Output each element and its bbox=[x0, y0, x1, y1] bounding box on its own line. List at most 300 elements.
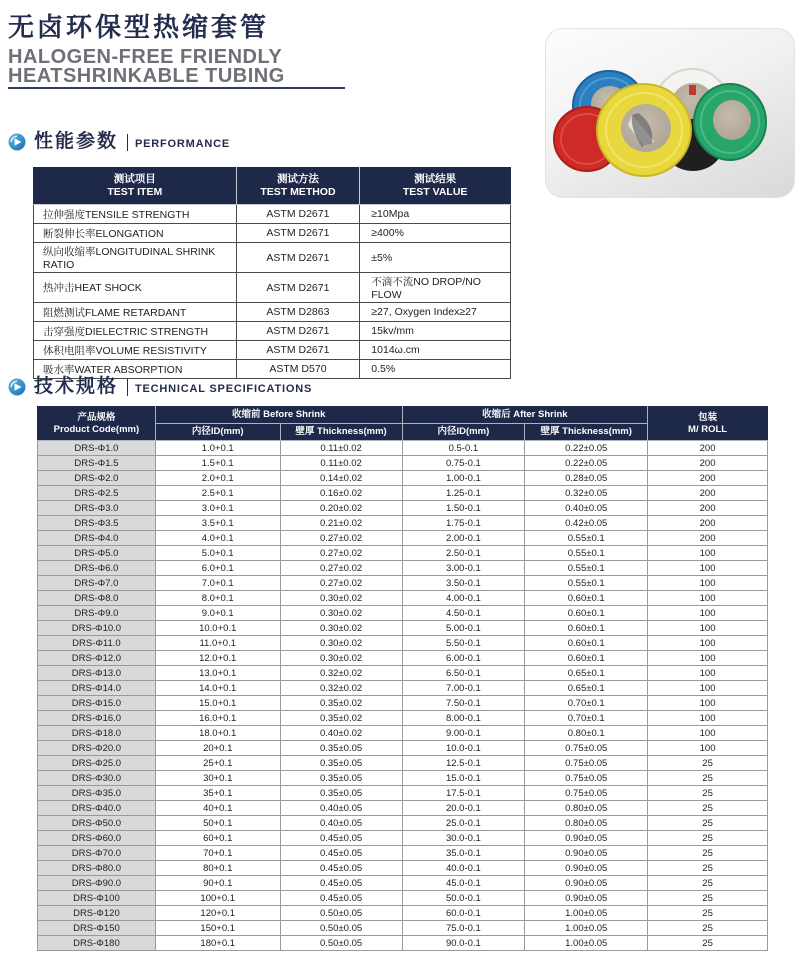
specification-row-cell: DRS-Φ70.0 bbox=[38, 846, 156, 861]
specification-row-cell: 200 bbox=[648, 456, 768, 471]
spec-col-product-code: 产品规格 Product Code(mm) bbox=[38, 407, 156, 441]
specification-row-cell: 8.00-0.1 bbox=[402, 711, 525, 726]
specification-row-cell: 100 bbox=[648, 741, 768, 756]
specification-row-cell: 5.00-0.1 bbox=[402, 621, 525, 636]
specification-row-cell: 0.90±0.05 bbox=[525, 846, 648, 861]
performance-row-cell: ASTM D570 bbox=[236, 360, 360, 379]
specification-row-cell: 0.90±0.05 bbox=[525, 891, 648, 906]
specification-row-cell: 0.55±0.1 bbox=[525, 531, 648, 546]
specification-row bbox=[38, 441, 768, 456]
specification-row-cell: 180+0.1 bbox=[155, 936, 280, 951]
specification-row-cell: 0.5-0.1 bbox=[402, 441, 525, 456]
specification-row-cell: 100 bbox=[648, 666, 768, 681]
specification-row-cell: 200 bbox=[648, 501, 768, 516]
circle-arrow-right-icon bbox=[8, 133, 26, 151]
specification-row-cell: 0.90±0.05 bbox=[525, 861, 648, 876]
specification-row-cell: 1.00-0.1 bbox=[402, 471, 525, 486]
roll-yellow bbox=[597, 84, 691, 176]
specification-row-cell: 4.0+0.1 bbox=[155, 531, 280, 546]
specification-row-cell: 0.40±0.02 bbox=[280, 726, 402, 741]
performance-row-cell: ASTM D2671 bbox=[236, 322, 360, 341]
specification-row-cell: 30+0.1 bbox=[155, 771, 280, 786]
specification-row-cell: 3.50-0.1 bbox=[402, 576, 525, 591]
specification-row-cell: 17.5-0.1 bbox=[402, 786, 525, 801]
spec-col-package: 包装 M/ ROLL bbox=[648, 407, 768, 441]
specification-row-cell: 0.55±0.1 bbox=[525, 561, 648, 576]
performance-row bbox=[34, 341, 511, 360]
performance-row-cell: 拉伸强度TENSILE STRENGTH bbox=[34, 205, 237, 224]
specification-row-cell: 30.0-0.1 bbox=[402, 831, 525, 846]
specification-row bbox=[38, 891, 768, 906]
specification-row-cell: 100 bbox=[648, 561, 768, 576]
specification-row bbox=[38, 651, 768, 666]
specification-row bbox=[38, 621, 768, 636]
performance-row bbox=[34, 243, 511, 273]
specifications-table-header bbox=[38, 407, 768, 441]
specification-row-cell: 90.0-0.1 bbox=[402, 936, 525, 951]
performance-row-cell: ±5% bbox=[360, 243, 511, 273]
performance-table-header bbox=[34, 168, 511, 205]
performance-row-cell: ≥27, Oxygen Index≥27 bbox=[360, 303, 511, 322]
specification-row-cell: 0.28±0.05 bbox=[525, 471, 648, 486]
specification-row-cell: 0.16±0.02 bbox=[280, 486, 402, 501]
specification-row-cell: DRS-Φ150 bbox=[38, 921, 156, 936]
specification-row-cell: 45.0-0.1 bbox=[402, 876, 525, 891]
performance-row-cell: 不滴不流NO DROP/NO FLOW bbox=[360, 273, 511, 303]
specification-row bbox=[38, 711, 768, 726]
specification-row-cell: 11.0+0.1 bbox=[155, 636, 280, 651]
specification-row-cell: 35.0-0.1 bbox=[402, 846, 525, 861]
specification-row bbox=[38, 936, 768, 951]
specification-row-cell: 25 bbox=[648, 786, 768, 801]
specification-row-cell: 100 bbox=[648, 651, 768, 666]
specifications-table-body bbox=[38, 441, 768, 951]
heading-separator bbox=[127, 379, 128, 396]
specification-row-cell: 4.50-0.1 bbox=[402, 606, 525, 621]
specification-row-cell: 1.5+0.1 bbox=[155, 456, 280, 471]
specification-row-cell: 0.75±0.05 bbox=[525, 741, 648, 756]
specification-row-cell: 12.5-0.1 bbox=[402, 756, 525, 771]
specification-row-cell: 0.22±0.05 bbox=[525, 456, 648, 471]
specification-row-cell: 0.35±0.05 bbox=[280, 756, 402, 771]
specification-row-cell: 20.0-0.1 bbox=[402, 801, 525, 816]
specification-row-cell: 100 bbox=[648, 576, 768, 591]
page-title: 无卤环保型热缩套管 bbox=[8, 12, 270, 42]
performance-row bbox=[34, 322, 511, 341]
performance-row-cell: ASTM D2863 bbox=[236, 303, 360, 322]
performance-row bbox=[34, 205, 511, 224]
specification-row-cell: 0.35±0.02 bbox=[280, 696, 402, 711]
performance-row-cell: 热冲击HEAT SHOCK bbox=[34, 273, 237, 303]
specification-row-cell: 0.60±0.1 bbox=[525, 651, 648, 666]
performance-row-cell: 击穿强度DIELECTRIC STRENGTH bbox=[34, 322, 237, 341]
specification-row-cell: 3.0+0.1 bbox=[155, 501, 280, 516]
perf-col-test-value: 测试结果 TEST VALUE bbox=[360, 168, 511, 205]
specification-row bbox=[38, 681, 768, 696]
specification-row-cell: 200 bbox=[648, 441, 768, 456]
page-subtitle bbox=[8, 48, 538, 86]
perf-col-test-item: 测试项目 TEST ITEM bbox=[34, 168, 237, 205]
subtitle-line-1: HALOGEN-FREE FRIENDLY bbox=[8, 46, 283, 68]
specification-row-cell: 6.50-0.1 bbox=[402, 666, 525, 681]
specification-row-cell: 25 bbox=[648, 816, 768, 831]
specification-row-cell: 25+0.1 bbox=[155, 756, 280, 771]
specification-row-cell: 15.0+0.1 bbox=[155, 696, 280, 711]
specification-row bbox=[38, 531, 768, 546]
specification-row-cell: 0.21±0.02 bbox=[280, 516, 402, 531]
specification-row-cell: 100 bbox=[648, 606, 768, 621]
specification-row-cell: 25 bbox=[648, 846, 768, 861]
specification-row-cell: 100 bbox=[648, 696, 768, 711]
specification-row-cell: 0.32±0.05 bbox=[525, 486, 648, 501]
specification-row-cell: 0.40±0.05 bbox=[280, 801, 402, 816]
specification-row-cell: 0.50±0.05 bbox=[280, 906, 402, 921]
performance-row-cell: 断裂伸长率ELONGATION bbox=[34, 224, 237, 243]
specification-row-cell: DRS-Φ50.0 bbox=[38, 816, 156, 831]
specification-row-cell: 40.0-0.1 bbox=[402, 861, 525, 876]
specification-row-cell: 0.80±0.1 bbox=[525, 726, 648, 741]
specification-row bbox=[38, 561, 768, 576]
specification-row-cell: 0.30±0.02 bbox=[280, 591, 402, 606]
specification-row-cell: 75.0-0.1 bbox=[402, 921, 525, 936]
performance-row bbox=[34, 303, 511, 322]
specification-row-cell: 0.45±0.05 bbox=[280, 831, 402, 846]
specification-row-cell: 0.20±0.02 bbox=[280, 501, 402, 516]
specification-row-cell: DRS-Φ5.0 bbox=[38, 546, 156, 561]
page-header bbox=[8, 12, 538, 86]
specification-row-cell: DRS-Φ6.0 bbox=[38, 561, 156, 576]
specification-row bbox=[38, 741, 768, 756]
specifications-heading-en: TECHNICAL SPECIFICATIONS bbox=[135, 383, 313, 395]
specification-row-cell: 0.32±0.02 bbox=[280, 666, 402, 681]
specification-row-cell: 100 bbox=[648, 546, 768, 561]
specification-row-cell: 2.00-0.1 bbox=[402, 531, 525, 546]
circle-arrow-right-icon bbox=[8, 378, 26, 396]
specification-row bbox=[38, 456, 768, 471]
specification-row-cell: DRS-Φ13.0 bbox=[38, 666, 156, 681]
specification-row-cell: 25 bbox=[648, 801, 768, 816]
specification-row-cell: 5.0+0.1 bbox=[155, 546, 280, 561]
specification-row-cell: 0.32±0.02 bbox=[280, 681, 402, 696]
specification-row-cell: 25 bbox=[648, 831, 768, 846]
specification-row-cell: 0.80±0.05 bbox=[525, 816, 648, 831]
specification-row-cell: 0.27±0.02 bbox=[280, 546, 402, 561]
specification-row-cell: 6.00-0.1 bbox=[402, 651, 525, 666]
specification-row-cell: DRS-Φ2.5 bbox=[38, 486, 156, 501]
specification-row-cell: 70+0.1 bbox=[155, 846, 280, 861]
specifications-section-heading bbox=[8, 377, 312, 397]
specification-row-cell: 0.50±0.05 bbox=[280, 921, 402, 936]
performance-table bbox=[33, 167, 511, 379]
specification-row-cell: 0.27±0.02 bbox=[280, 531, 402, 546]
specification-row-cell: 200 bbox=[648, 486, 768, 501]
specification-row-cell: 1.00±0.05 bbox=[525, 921, 648, 936]
specification-row-cell: 10.0-0.1 bbox=[402, 741, 525, 756]
product-photo bbox=[545, 28, 795, 198]
specification-row-cell: 0.75±0.05 bbox=[525, 756, 648, 771]
specification-row-cell: 25 bbox=[648, 936, 768, 951]
spec-group-after-shrink: 收缩后 After Shrink bbox=[402, 407, 648, 424]
specification-row-cell: 25 bbox=[648, 921, 768, 936]
specification-row-cell: DRS-Φ1.0 bbox=[38, 441, 156, 456]
specification-row-cell: 25 bbox=[648, 771, 768, 786]
specification-row-cell: 15.0-0.1 bbox=[402, 771, 525, 786]
specification-row-cell: 1.50-0.1 bbox=[402, 501, 525, 516]
performance-table-body bbox=[34, 205, 511, 379]
spec-group-before-shrink: 收缩前 Before Shrink bbox=[155, 407, 402, 424]
specification-row-cell: 0.30±0.02 bbox=[280, 636, 402, 651]
specification-row-cell: 0.35±0.02 bbox=[280, 711, 402, 726]
specification-row-cell: 0.50±0.05 bbox=[280, 936, 402, 951]
specification-row-cell: 3.00-0.1 bbox=[402, 561, 525, 576]
specification-row bbox=[38, 696, 768, 711]
specification-row-cell: 25 bbox=[648, 891, 768, 906]
subtitle-line-2: HEATSHRINKABLE TUBING bbox=[8, 65, 285, 87]
specification-row-cell: 0.35±0.05 bbox=[280, 771, 402, 786]
specification-row bbox=[38, 801, 768, 816]
specification-row-cell: 100+0.1 bbox=[155, 891, 280, 906]
specification-row-cell: 0.11±0.02 bbox=[280, 441, 402, 456]
specification-row bbox=[38, 906, 768, 921]
performance-row-cell: 纵向收缩率LONGITUDINAL SHRINK RATIO bbox=[34, 243, 237, 273]
specification-row-cell: DRS-Φ3.5 bbox=[38, 516, 156, 531]
specification-row-cell: 25 bbox=[648, 876, 768, 891]
specification-row-cell: 200 bbox=[648, 531, 768, 546]
specification-row-cell: 13.0+0.1 bbox=[155, 666, 280, 681]
specification-row-cell: 2.5+0.1 bbox=[155, 486, 280, 501]
tubing-rolls-image bbox=[546, 29, 795, 198]
specification-row-cell: 0.35±0.05 bbox=[280, 786, 402, 801]
specification-row-cell: 60.0-0.1 bbox=[402, 906, 525, 921]
specification-row-cell: DRS-Φ10.0 bbox=[38, 621, 156, 636]
specification-row-cell: 0.60±0.1 bbox=[525, 606, 648, 621]
spec-col-after-thickness: 壁厚 Thickness(mm) bbox=[525, 424, 648, 441]
specification-row-cell: 2.0+0.1 bbox=[155, 471, 280, 486]
specification-row-cell: DRS-Φ15.0 bbox=[38, 696, 156, 711]
performance-heading-en: PERFORMANCE bbox=[135, 138, 230, 150]
title-divider bbox=[8, 87, 345, 89]
specification-row-cell: 18.0+0.1 bbox=[155, 726, 280, 741]
specification-row bbox=[38, 756, 768, 771]
specification-row-cell: 0.80±0.05 bbox=[525, 801, 648, 816]
spec-col-before-id: 内径ID(mm) bbox=[155, 424, 280, 441]
specification-row-cell: DRS-Φ11.0 bbox=[38, 636, 156, 651]
specification-row-cell: 0.75±0.05 bbox=[525, 786, 648, 801]
specification-row-cell: 0.42±0.05 bbox=[525, 516, 648, 531]
specification-row-cell: 90+0.1 bbox=[155, 876, 280, 891]
specification-row bbox=[38, 576, 768, 591]
specification-row bbox=[38, 921, 768, 936]
specification-row-cell: 8.0+0.1 bbox=[155, 591, 280, 606]
specification-row-cell: DRS-Φ18.0 bbox=[38, 726, 156, 741]
specification-row-cell: DRS-Φ40.0 bbox=[38, 801, 156, 816]
specification-row-cell: 0.70±0.1 bbox=[525, 696, 648, 711]
specification-row-cell: 5.50-0.1 bbox=[402, 636, 525, 651]
specification-row-cell: 0.40±0.05 bbox=[525, 501, 648, 516]
specification-row-cell: 0.65±0.1 bbox=[525, 666, 648, 681]
specification-row-cell: 0.75-0.1 bbox=[402, 456, 525, 471]
specification-row-cell: 0.90±0.05 bbox=[525, 876, 648, 891]
specification-row-cell: 20+0.1 bbox=[155, 741, 280, 756]
specification-row bbox=[38, 501, 768, 516]
specification-row-cell: DRS-Φ60.0 bbox=[38, 831, 156, 846]
specification-row-cell: DRS-Φ90.0 bbox=[38, 876, 156, 891]
spec-col-before-thickness: 壁厚 Thickness(mm) bbox=[280, 424, 402, 441]
specification-row-cell: 50.0-0.1 bbox=[402, 891, 525, 906]
perf-col-test-method: 测试方法 TEST METHOD bbox=[236, 168, 360, 205]
specification-row-cell: DRS-Φ7.0 bbox=[38, 576, 156, 591]
specification-row-cell: 1.00±0.05 bbox=[525, 906, 648, 921]
specification-row-cell: 0.45±0.05 bbox=[280, 891, 402, 906]
specification-row-cell: 0.55±0.1 bbox=[525, 576, 648, 591]
specification-row-cell: 0.40±0.05 bbox=[280, 816, 402, 831]
specification-row-cell: 200 bbox=[648, 516, 768, 531]
specification-row-cell: 0.11±0.02 bbox=[280, 456, 402, 471]
specification-row-cell: 3.5+0.1 bbox=[155, 516, 280, 531]
specification-row-cell: 25.0-0.1 bbox=[402, 816, 525, 831]
specification-row-cell: 25 bbox=[648, 756, 768, 771]
performance-row-cell: ≥400% bbox=[360, 224, 511, 243]
specification-row-cell: 35+0.1 bbox=[155, 786, 280, 801]
specification-row-cell: 7.00-0.1 bbox=[402, 681, 525, 696]
specification-row-cell: 0.30±0.02 bbox=[280, 651, 402, 666]
specification-row-cell: DRS-Φ180 bbox=[38, 936, 156, 951]
performance-row-cell: 15kv/mm bbox=[360, 322, 511, 341]
performance-row-cell: ASTM D2671 bbox=[236, 273, 360, 303]
specification-row-cell: 0.27±0.02 bbox=[280, 561, 402, 576]
specification-row-cell: 25 bbox=[648, 906, 768, 921]
performance-row-cell: 0.5% bbox=[360, 360, 511, 379]
performance-row-cell: ASTM D2671 bbox=[236, 205, 360, 224]
specification-row-cell: 0.45±0.05 bbox=[280, 876, 402, 891]
specification-row-cell: DRS-Φ120 bbox=[38, 906, 156, 921]
specification-row-cell: 6.0+0.1 bbox=[155, 561, 280, 576]
specification-row-cell: DRS-Φ80.0 bbox=[38, 861, 156, 876]
specification-row-cell: 0.30±0.02 bbox=[280, 621, 402, 636]
specification-row bbox=[38, 831, 768, 846]
specification-row-cell: 2.50-0.1 bbox=[402, 546, 525, 561]
specification-row-cell: 0.30±0.02 bbox=[280, 606, 402, 621]
specification-row-cell: 100 bbox=[648, 636, 768, 651]
specification-row-cell: DRS-Φ14.0 bbox=[38, 681, 156, 696]
specifications-heading-cn: 技术规格 bbox=[34, 376, 119, 397]
specification-row-cell: DRS-Φ3.0 bbox=[38, 501, 156, 516]
specification-row-cell: 9.00-0.1 bbox=[402, 726, 525, 741]
specification-row-cell: 150+0.1 bbox=[155, 921, 280, 936]
specification-row bbox=[38, 846, 768, 861]
specification-row-cell: 0.22±0.05 bbox=[525, 441, 648, 456]
specification-row-cell: DRS-Φ4.0 bbox=[38, 531, 156, 546]
specification-row-cell: 0.60±0.1 bbox=[525, 621, 648, 636]
specification-row bbox=[38, 786, 768, 801]
performance-row bbox=[34, 273, 511, 303]
specification-row bbox=[38, 666, 768, 681]
specification-row-cell: 25 bbox=[648, 861, 768, 876]
specification-row bbox=[38, 516, 768, 531]
specification-row-cell: DRS-Φ35.0 bbox=[38, 786, 156, 801]
specification-row-cell: 120+0.1 bbox=[155, 906, 280, 921]
specification-row-cell: 10.0+0.1 bbox=[155, 621, 280, 636]
specification-row-cell: DRS-Φ25.0 bbox=[38, 756, 156, 771]
specification-row-cell: 0.90±0.05 bbox=[525, 831, 648, 846]
specification-row-cell: 1.00±0.05 bbox=[525, 936, 648, 951]
specification-row-cell: DRS-Φ8.0 bbox=[38, 591, 156, 606]
specification-row-cell: 0.60±0.1 bbox=[525, 636, 648, 651]
specification-row-cell: DRS-Φ20.0 bbox=[38, 741, 156, 756]
specification-row-cell: 100 bbox=[648, 621, 768, 636]
performance-row-cell: ≥10Mpa bbox=[360, 205, 511, 224]
specification-row-cell: 0.45±0.05 bbox=[280, 861, 402, 876]
specification-row bbox=[38, 876, 768, 891]
performance-row bbox=[34, 224, 511, 243]
specification-row-cell: 40+0.1 bbox=[155, 801, 280, 816]
specification-row bbox=[38, 606, 768, 621]
specification-row-cell: 0.55±0.1 bbox=[525, 546, 648, 561]
specification-row-cell: DRS-Φ12.0 bbox=[38, 651, 156, 666]
specification-row-cell: 7.50-0.1 bbox=[402, 696, 525, 711]
performance-section-heading bbox=[8, 132, 230, 152]
specification-row-cell: 0.27±0.02 bbox=[280, 576, 402, 591]
specification-row-cell: 7.0+0.1 bbox=[155, 576, 280, 591]
specification-row-cell: 0.60±0.1 bbox=[525, 591, 648, 606]
specification-row bbox=[38, 771, 768, 786]
specification-row-cell: 50+0.1 bbox=[155, 816, 280, 831]
specification-row-cell: 0.45±0.05 bbox=[280, 846, 402, 861]
specification-row bbox=[38, 816, 768, 831]
performance-row-cell: 体积电阻率VOLUME RESISTIVITY bbox=[34, 341, 237, 360]
performance-row-cell: ASTM D2671 bbox=[236, 224, 360, 243]
specification-row-cell: 16.0+0.1 bbox=[155, 711, 280, 726]
performance-heading-cn: 性能参数 bbox=[34, 131, 119, 152]
specification-row-cell: 1.0+0.1 bbox=[155, 441, 280, 456]
specification-row-cell: 0.65±0.1 bbox=[525, 681, 648, 696]
specification-row-cell: 100 bbox=[648, 711, 768, 726]
specification-row-cell: 1.25-0.1 bbox=[402, 486, 525, 501]
specification-row-cell: 9.0+0.1 bbox=[155, 606, 280, 621]
specification-row-cell: DRS-Φ9.0 bbox=[38, 606, 156, 621]
specification-row bbox=[38, 471, 768, 486]
specification-row-cell: 60+0.1 bbox=[155, 831, 280, 846]
specification-row-cell: DRS-Φ30.0 bbox=[38, 771, 156, 786]
performance-row-cell: ASTM D2671 bbox=[236, 243, 360, 273]
specification-row bbox=[38, 636, 768, 651]
specification-row-cell: 0.35±0.05 bbox=[280, 741, 402, 756]
heading-separator bbox=[127, 134, 128, 151]
specification-row-cell: 4.00-0.1 bbox=[402, 591, 525, 606]
specification-row-cell: 80+0.1 bbox=[155, 861, 280, 876]
specification-row-cell: DRS-Φ100 bbox=[38, 891, 156, 906]
specifications-table bbox=[37, 406, 768, 951]
specification-row-cell: DRS-Φ2.0 bbox=[38, 471, 156, 486]
specification-row-cell: 0.75±0.05 bbox=[525, 771, 648, 786]
specification-row bbox=[38, 591, 768, 606]
spec-col-after-id: 内径ID(mm) bbox=[402, 424, 525, 441]
roll-green bbox=[694, 84, 766, 160]
performance-row-cell: 1014ω.cm bbox=[360, 341, 511, 360]
specification-row bbox=[38, 861, 768, 876]
specification-row bbox=[38, 726, 768, 741]
specification-row-cell: DRS-Φ1.5 bbox=[38, 456, 156, 471]
specification-row-cell: 12.0+0.1 bbox=[155, 651, 280, 666]
performance-row-cell: ASTM D2671 bbox=[236, 341, 360, 360]
specification-row-cell: 1.75-0.1 bbox=[402, 516, 525, 531]
specification-row-cell: DRS-Φ16.0 bbox=[38, 711, 156, 726]
specification-row-cell: 200 bbox=[648, 471, 768, 486]
specification-row bbox=[38, 486, 768, 501]
performance-row-cell: 阻燃测试FLAME RETARDANT bbox=[34, 303, 237, 322]
specification-row bbox=[38, 546, 768, 561]
specification-row-cell: 100 bbox=[648, 591, 768, 606]
